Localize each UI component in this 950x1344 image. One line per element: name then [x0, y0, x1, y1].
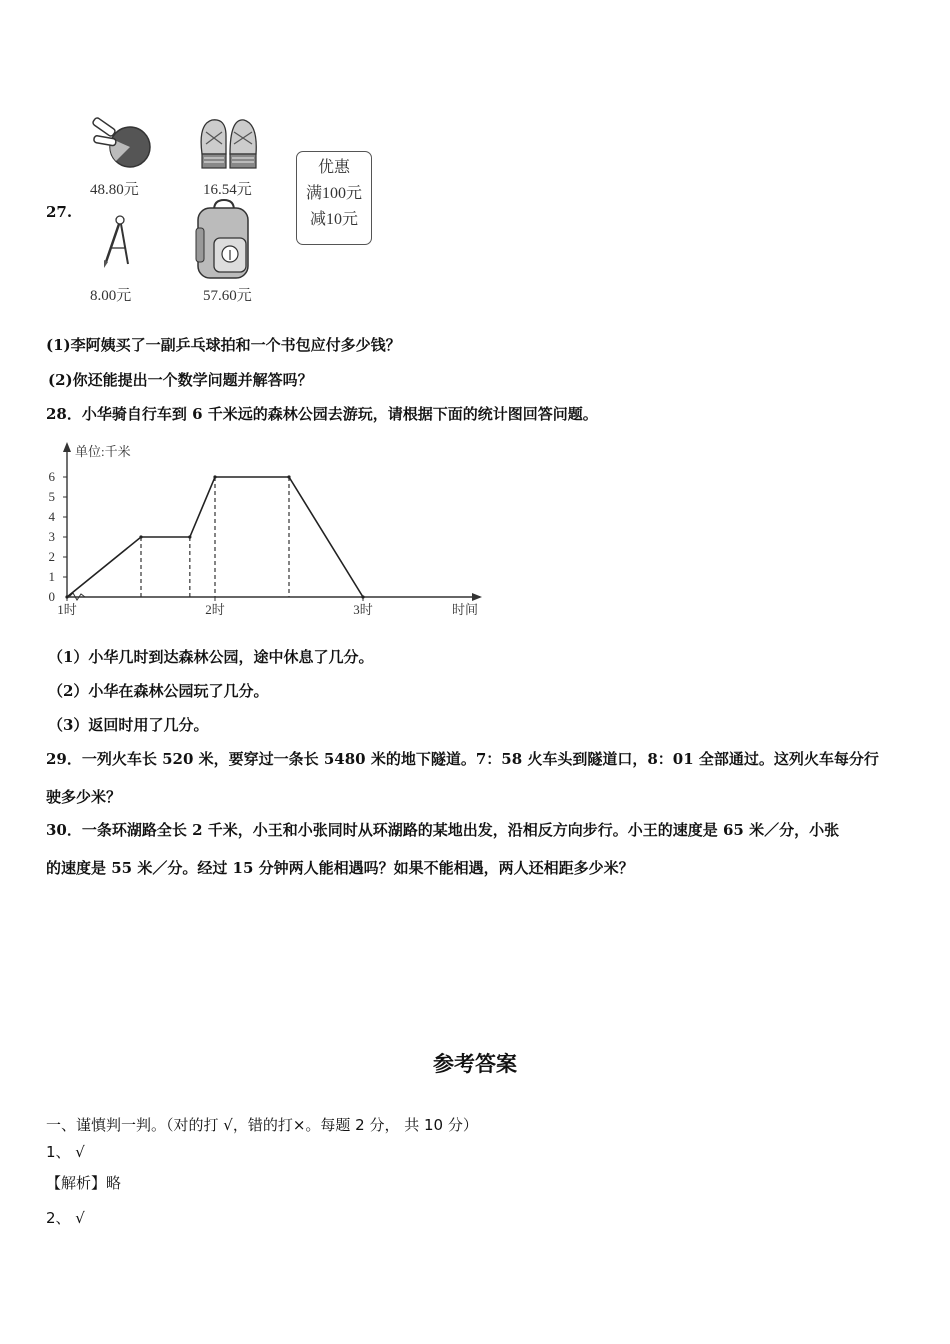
question-28-text: 28．小华骑自行车到 6 千米远的森林公园去游玩，请根据下面的统计图回答问题。 [46, 405, 598, 423]
chart-axes [63, 442, 482, 601]
x-tick-label: 2时 [205, 602, 225, 617]
promo-discount: 减10元 [309, 211, 358, 228]
x-tick-label: 1时 [57, 602, 77, 617]
data-point [188, 535, 191, 538]
promo-title: 优惠 [317, 159, 350, 176]
ping-pong-paddle-icon [86, 115, 158, 171]
price-backpack: 57.60元 [203, 288, 252, 304]
y-tick-label: 3 [48, 529, 55, 544]
y-tick-label: 6 [48, 469, 55, 484]
y-tick-label: 4 [48, 509, 55, 524]
chart-labels [49, 444, 479, 617]
y-axis-arrow [63, 442, 71, 452]
answers-title: 参考答案 [433, 1052, 517, 1076]
discount-promo-box [296, 151, 372, 245]
data-point [213, 475, 216, 478]
question-29-line1: 29．一列火车长 520 米，要穿过一条长 5480 米的地下隧道。7：58 火车头到隧道口，8：01 全部通过。这列火车每分行 [46, 750, 879, 768]
y-tick-label: 1 [48, 569, 55, 584]
price-mittens: 16.54元 [203, 182, 252, 198]
answer-1-analysis: 【解析】略 [46, 1174, 122, 1192]
y-tick-label: 0 [48, 589, 55, 604]
compass-icon [98, 214, 138, 270]
promo-condition: 满100元 [305, 185, 362, 202]
data-point [361, 595, 364, 598]
question-28-sub2: （2）小华在森林公园玩了几分。 [48, 682, 269, 700]
question-28-sub1: （1）小华几时到达森林公园，途中休息了几分。 [48, 648, 374, 666]
question-28-sub3: （3）返回时用了几分。 [48, 716, 209, 734]
question-27-sub1: (1)李阿姨买了一副乒乓球拍和一个书包应付多少钱？ [46, 336, 401, 354]
price-ping-pong-paddle: 48.80元 [90, 182, 139, 198]
x-axis-arrow [472, 593, 482, 601]
y-tick-label: 5 [48, 489, 55, 504]
question-29-line2: 驶多少米？ [46, 788, 122, 806]
answers-section-1: 一、谨慎判一判。（对的打 √，错的打×。每题 2 分， 共 10 分） [46, 1116, 478, 1134]
x-axis-label: 时间 [451, 602, 479, 617]
question-30-line2: 的速度是 55 米／分。经过 15 分钟两人能相遇吗？如果不能相遇，两人还相距多少米？ [46, 859, 634, 877]
data-point [139, 535, 142, 538]
price-compass: 8.00元 [90, 288, 132, 304]
x-tick-label: 3时 [353, 602, 373, 617]
data-point [287, 475, 290, 478]
question-27-sub2: (2)你还能提出一个数学问题并解答吗？ [48, 371, 313, 389]
answer-1: 1、 √ [46, 1143, 85, 1161]
distance-time-chart [40, 436, 490, 622]
y-axis-label: 单位:千米 [75, 444, 131, 459]
question-30-line1: 30．一条环湖路全长 2 千米，小王和小张同时从环湖路的某地出发，沿相反方向步行。小王的速度是 65 米／分，小张 [46, 821, 840, 839]
data-point [65, 595, 68, 598]
y-tick-label: 2 [48, 549, 55, 564]
backpack-icon [192, 198, 256, 282]
answer-2: 2、 √ [46, 1209, 85, 1227]
mittens-icon [196, 114, 262, 174]
question-27-number: 27. [46, 203, 73, 221]
